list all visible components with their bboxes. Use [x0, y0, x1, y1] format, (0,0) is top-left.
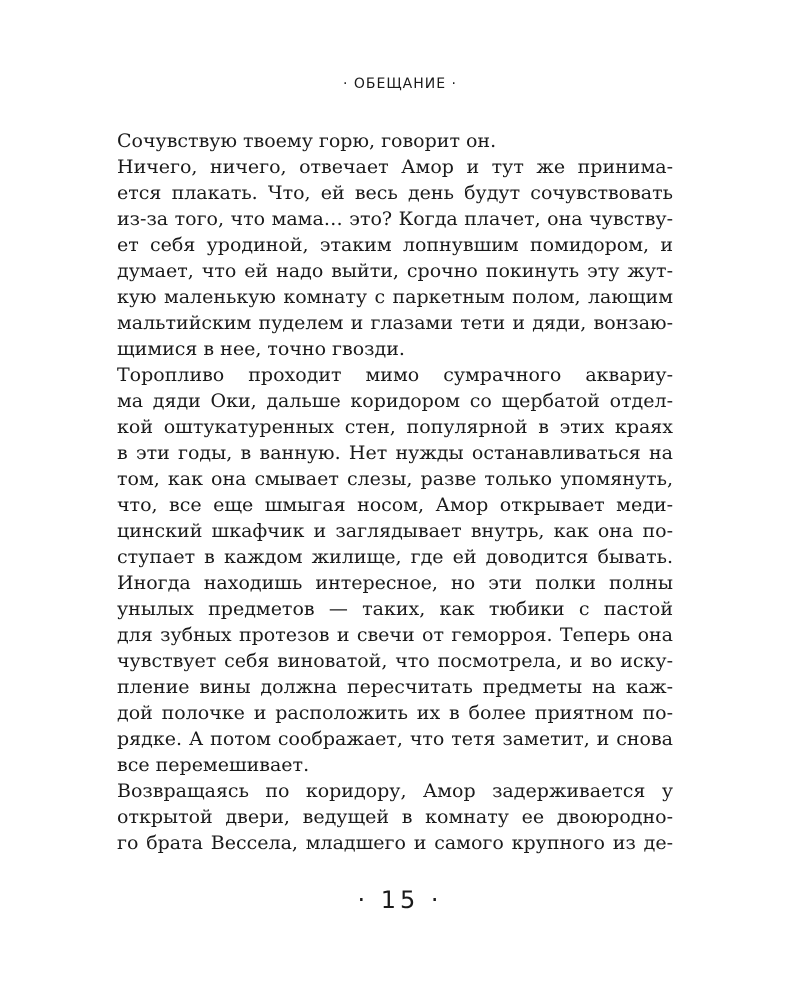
text-line: открытой двери, ведущей в комнату ее двоюродно-: [117, 806, 673, 828]
text-line: ется плакать. Что, ей весь день будут сочувствовать: [117, 182, 673, 204]
text-line: кой оштукатуренных стен, популярной в этих краях: [117, 416, 673, 438]
text-line: рядке. А потом соображает, что тетя заметит, и снова: [117, 728, 673, 750]
text-line: все перемешивает.: [117, 754, 310, 776]
page-number: · 15 ·: [357, 886, 443, 914]
text-line: ма дяди Оки, дальше коридором со щербатой отдел-: [117, 390, 673, 412]
text-line: чувствует себя виноватой, что посмотрела, и во иску-: [117, 650, 673, 672]
text-line: что, все еще шмыгая носом, Амор открывает меди-: [117, 494, 673, 516]
running-header: · ОБЕЩАНИЕ ·: [342, 76, 457, 92]
text-line: щимися в нее, точно гвозди.: [117, 338, 405, 360]
text-line: дой полочке и расположить их в более приятном по-: [117, 702, 673, 724]
text-line: Сочувствую твоему горю, говорит он.: [117, 130, 497, 152]
body-text: [117, 128, 673, 856]
text-line: кую маленькую комнату с паркетным полом, лающим: [117, 286, 673, 308]
text-line: ступает в каждом жилище, где ей доводится бывать.: [117, 546, 673, 568]
text-line: пление вины должна пересчитать предметы на каж-: [117, 676, 673, 698]
text-line: унылых предметов — таких, как тюбики с пастой: [117, 598, 673, 620]
text-line: Ничего, ничего, отвечает Амор и тут же принима-: [117, 156, 673, 178]
text-line: цинский шкафчик и заглядывает внутрь, как она по-: [117, 520, 673, 542]
text-line: для зубных протезов и свечи от геморроя. Теперь она: [117, 624, 673, 646]
text-line: Возвращаясь по коридору, Амор задерживается у: [117, 780, 673, 802]
text-line: мальтийским пуделем и глазами тети и дяди, вонзаю-: [117, 312, 673, 334]
text-line: Торопливо проходит мимо сумрачного аквариу-: [117, 364, 673, 386]
text-line: в эти годы, в ванную. Нет нужды останавливаться на: [117, 442, 673, 464]
text-line: Иногда находишь интересное, но эти полки полны: [117, 572, 673, 594]
text-line: го брата Вессела, младшего и самого крупного из де-: [117, 832, 673, 854]
text-line: том, как она смывает слезы, разве только упомянуть,: [117, 468, 673, 490]
text-line: думает, что ей надо выйти, срочно покинуть эту жут-: [117, 260, 673, 282]
text-line: из-за того, что мама… это? Когда плачет, она чувству-: [117, 208, 673, 230]
text-line: ет себя уродиной, этаким лопнувшим помидором, и: [117, 234, 673, 256]
